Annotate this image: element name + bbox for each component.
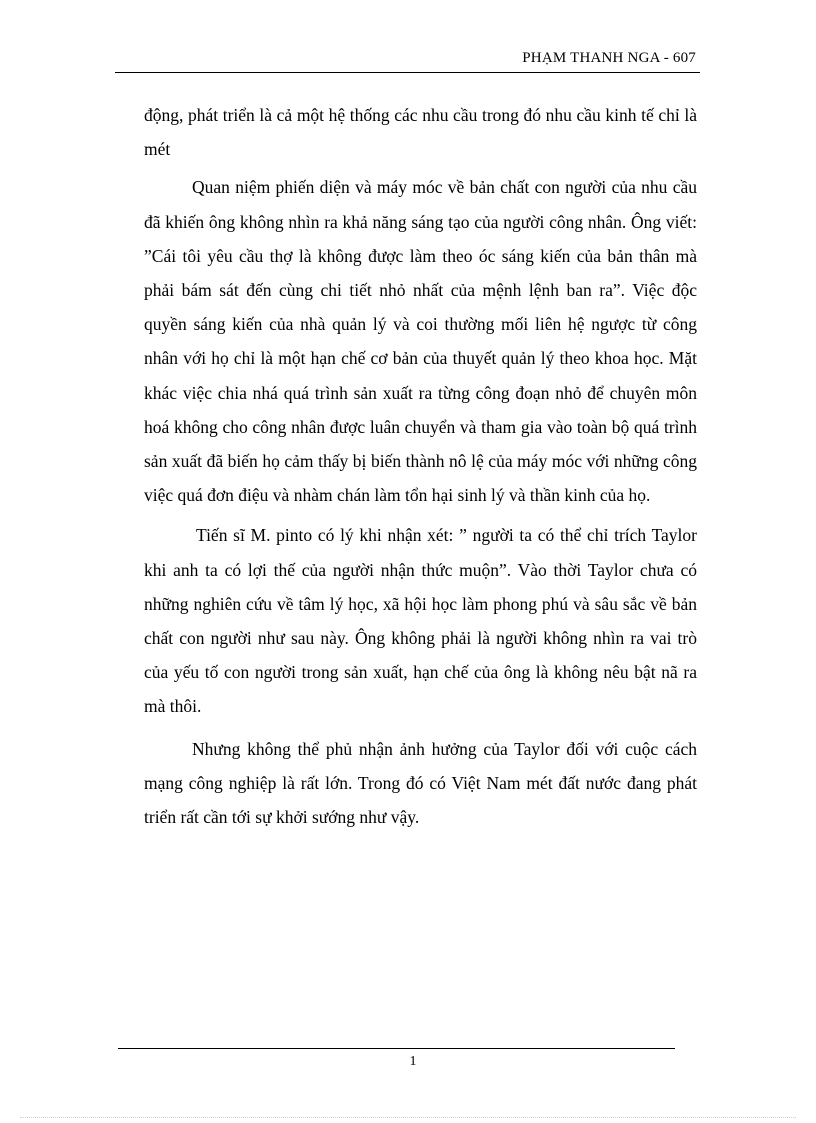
paragraph-pinto-quote: Tiến sĩ M. pinto có lý khi nhận xét: ” người ta có thể chỉ trích Taylor khi anh ta có lợi thế của người nhận thức muộn”. Vào thời Taylor chưa có những nghiên cứu về tâm lý học, xã hội học làm phong phú và sâu sắc về bản chất con người như sau này. Ông không phải là người không nhìn ra vai trò của yếu tố con người trong sản xuất, hạn chế của ông là không nêu bật nã ra mà thôi. bbox=[144, 525, 697, 717]
header-divider bbox=[115, 72, 700, 73]
footer-divider bbox=[118, 1048, 675, 1049]
paragraph-critique: Quan niệm phiến diện và máy móc về bản chất con người của nhu cầu đã khiến ông không nhìn ra khả năng sáng tạo của người công nhân. Ông viết: ”Cái tôi yêu cầu thợ là không được làm theo óc sáng kiến của bản thân mà phải bám sát đến cùng chi tiết nhỏ nhất của mệnh lệnh ban ra”. Việc độc quyền sáng kiến của nhà quản lý và coi thường mối liên hệ ngược từ công nhân với họ chỉ là một hạn chế cơ bản của thuyết quản lý theo khoa học. Mặt khác việc chia nhá quá trình sản xuất ra từng công đoạn nhỏ để chuyên môn hoá không cho công nhân được luân chuyển và tham gia vào toàn bộ quá trình sản xuất đã biến họ cảm thấy bị biến thành nô lệ của máy móc với những công việc quá đơn điệu và nhàm chán làm tổn hại sinh lý và thần kinh của họ. bbox=[144, 177, 697, 506]
page-number: 1 bbox=[409, 1054, 417, 1069]
paragraph-continuation: động, phát triển là cả một hệ thống các nhu cầu trong đó nhu cầu kinh tế chỉ là mét bbox=[144, 105, 697, 160]
page-bottom-edge bbox=[20, 1117, 796, 1118]
paragraph-conclusion: Nhưng không thể phủ nhận ảnh hưởng của Taylor đối với cuộc cách mạng công nghiệp là rất lớn. Trong đó có Việt Nam mét đất nước đang phát triển rất cần tới sự khởi sướng như vậy. bbox=[144, 738, 697, 828]
document-body bbox=[144, 98, 697, 834]
page-header-author: PHẠM THANH NGA - 607 bbox=[522, 50, 696, 66]
